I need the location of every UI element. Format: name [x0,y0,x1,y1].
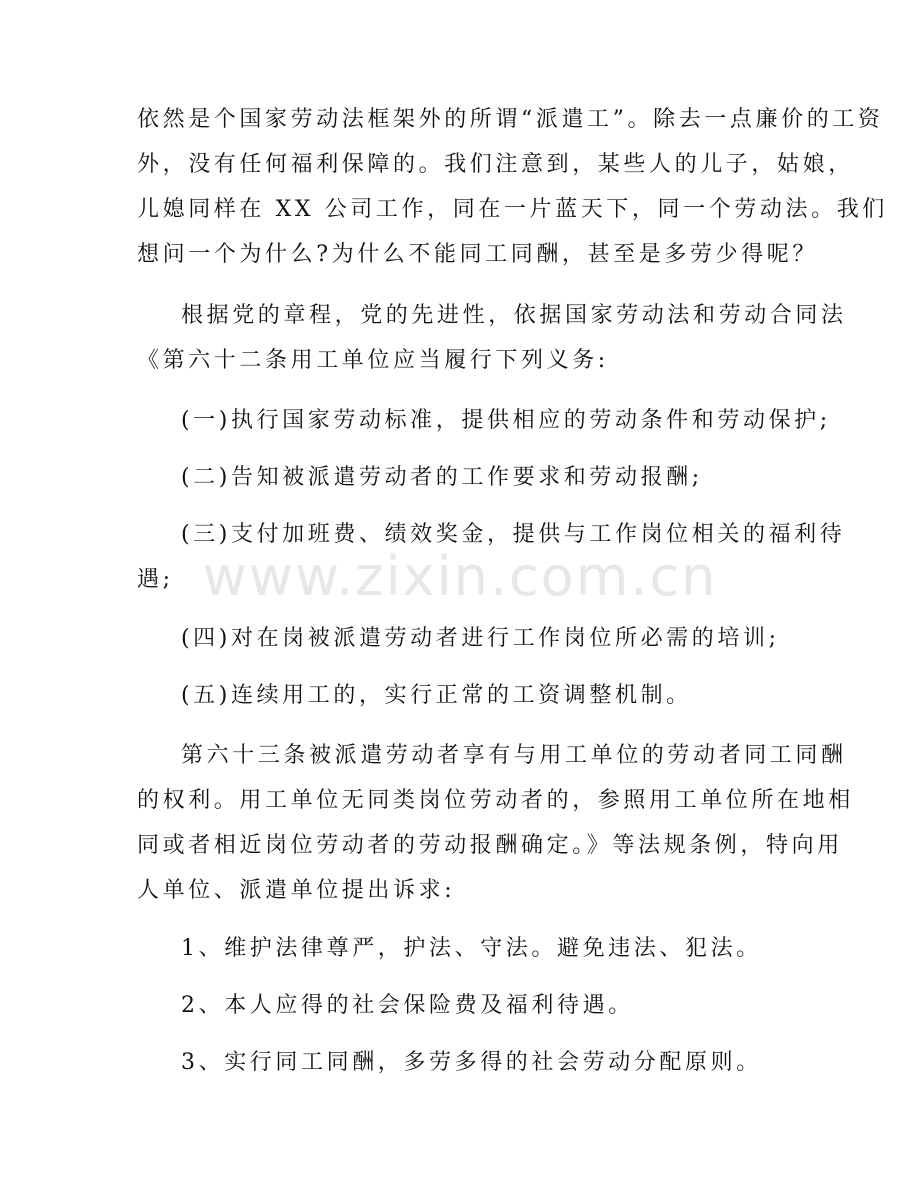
list-item-5: (五)连续用工的，实行正常的工资调整机制。 [181,683,692,708]
list-item-3-line-1: (三)支付加班费、绩效奖金，提供与工作岗位相关的福利待 [181,522,846,547]
list-item-4: (四)对在岗被派遣劳动者进行工作岗位所必需的培训; [181,626,780,651]
demand-item-1: 1、维护法律尊严，护法、守法。避免违法、犯法。 [181,936,762,961]
list-item-3-line-2: 遇; [137,567,174,592]
demand-item-2: 2、本人应得的社会保险费及福利待遇。 [181,993,634,1018]
paragraph-1-line-4: 想问一个为什么?为什么不能同工同酬，甚至是多劳少得呢？ [137,242,818,267]
list-item-2: (二)告知被派遣劳动者的工作要求和劳动报酬; [181,465,703,490]
demand-item-3: 3、实行同工同酬，多劳多得的社会劳动分配原则。 [181,1050,762,1075]
paragraph-3-line-2: 的权利。用工单位无同类岗位劳动者的，参照用工单位所在地相 [137,788,854,813]
paragraph-2-line-2: 《第六十二条用工单位应当履行下列义务: [137,348,609,373]
paragraph-1-line-3: 儿媳同样在 XX 公司工作，同在一片蓝天下，同一个劳动法。我们 [137,197,888,222]
paragraph-1-line-1: 依然是个国家劳动法框架外的所谓“派遣工”。除去一点廉价的工资 [137,107,884,132]
watermark: www.zixin.com.cn [202,545,718,608]
paragraph-3-line-3: 同或者相近岗位劳动者的劳动报酬确定。》等法规条例，特向用 [137,833,843,858]
paragraph-3-line-1: 第六十三条被派遣劳动者享有与用工单位的劳动者同工同酬 [181,743,847,768]
paragraph-1-line-2: 外，没有任何福利保障的。我们注意到，某些人的儿子，姑娘， [137,152,854,177]
paragraph-2-line-1: 根据党的章程，党的先进性，依据国家劳动法和劳动合同法 [181,303,847,328]
paragraph-3-line-4: 人单位、派遣单位提出诉求: [137,878,456,903]
list-item-1: (一)执行国家劳动标准，提供相应的劳动条件和劳动保护; [181,408,831,433]
